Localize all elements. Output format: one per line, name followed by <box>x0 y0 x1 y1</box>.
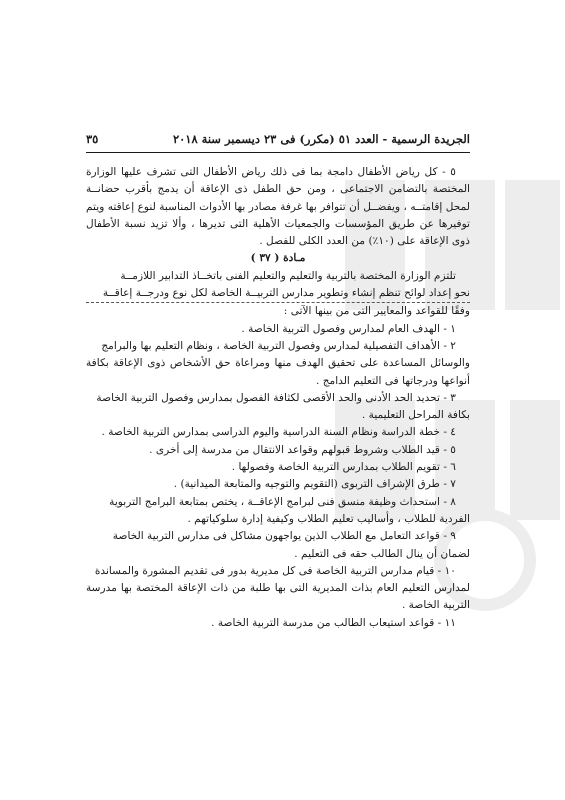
article-intro-line-2: نحو إعداد لوائح تنظم إنشاء وتطوير مدارس التربيــة الخاصة لكل نوع ودرجــة إعاقــة <box>86 285 470 303</box>
article-intro-line-3: وفقًا للقواعد والمعايير التى من بينها الآتى : <box>283 305 470 318</box>
list-item: ١١ - قواعد استيعاب الطالب من مدرسة التربية الخاصة . <box>211 616 456 629</box>
clause-5-paragraph: ٥ - كل رياض الأطفال دامجة بما فى ذلك رياض الأطفال التى تشرف عليها الوزارة المختصة بالتضامن الاجتماعى ، ومن حق الطفل ذى الإعاقة أن يدمج بأقرب حضانــة لمحل إقامتــه ، ويفضــل أن تتوافر بها غرفة مصادر بها الأدوات المناسبة لنوع إعاقته ويتم توفيرها عن طريق المؤسسات والجمعيات الأهلية التى تديرها ، وألا تزيد نسبة الأطفال ذوى الإعاقة على (١٠٪) من العدد الكلى للفصل . <box>86 166 470 248</box>
list-item: ٣ - تحديد الحد الأدنى والحد الأقصى لكثافة الفصول بمدارس وفصول التربية الخاصة <box>96 391 456 404</box>
list-item: ١٠ - قيام مدارس التربية الخاصة فى كل مديرية بدور فى تقديم المشورة والمساندة <box>94 564 456 577</box>
list-item: ٦ - تقويم الطلاب بمدارس التربية الخاصة وفصولها . <box>231 461 456 474</box>
list-item-continuation: لضمان أن ينال الطالب حقه فى التعليم . <box>294 547 470 560</box>
list-item: ٤ - خطة الدراسة ونظام السنة الدراسية واليوم الدراسى بمدارس التربية الخاصة . <box>101 426 456 439</box>
list-item-continuation: الفردية للطلاب ، وأساليب تعليم الطلاب وكيفية إدارة سلوكياتهم . <box>187 512 470 525</box>
list-item-continuation: بكافة المراحل التعليمية . <box>361 409 470 422</box>
page-number: ٣٥ <box>86 132 99 146</box>
list-item-continuation: لمدارس التعليم العام بذات المديرية التى بها طلبة من ذات الإعاقة المختصة بها مدرسة التربية الخاصة . <box>86 582 470 612</box>
list-item: ٧ - طرق الإشراف التربوى (التقويم والتوجيه والمتابعة الميدانية) . <box>173 478 456 491</box>
article-heading: مـادة ( ٣٧ ) <box>250 252 306 265</box>
article-intro-line-1: تلتزم الوزارة المختصة بالتربية والتعليم والتعليم الفنى باتخــاذ التدابير اللازمــة <box>120 269 456 282</box>
list-item-continuation: والوسائل المساعدة على تحقيق الهدف منها ومراعاة حق الأشخاص ذوى الإعاقة بكافة أنواعها ودرجاتها فى التعليم الدامج . <box>86 357 470 387</box>
list-item: ٢ - الأهداف التفصيلية لمدارس وفصول التربية الخاصة ، ونظام التعليم بها والبرامج <box>101 339 456 352</box>
list-item: ٩ - قواعد التعامل مع الطلاب الذين يواجهون مشاكل فى مدارس التربية الخاصة <box>112 530 456 543</box>
list-item: ٨ - استحداث وظيفة منسق فنى لبرامج الإعاقــة ، يختص بمتابعة البرامج التربوية <box>109 495 456 508</box>
list-item: ٥ - قيد الطلاب وشروط قبولهم وقواعد الانتقال من مدرسة إلى أخرى . <box>149 443 456 456</box>
gazette-title: الجريدة الرسمية - العدد ٥١ (مكرر) فى ٢٣ ديسمبر سنة ٢٠١٨ <box>172 132 470 146</box>
list-item: ١ - الهدف العام لمدارس وفصول التربية الخاصة . <box>241 322 456 335</box>
page-header <box>86 132 470 153</box>
document-body <box>86 164 470 632</box>
